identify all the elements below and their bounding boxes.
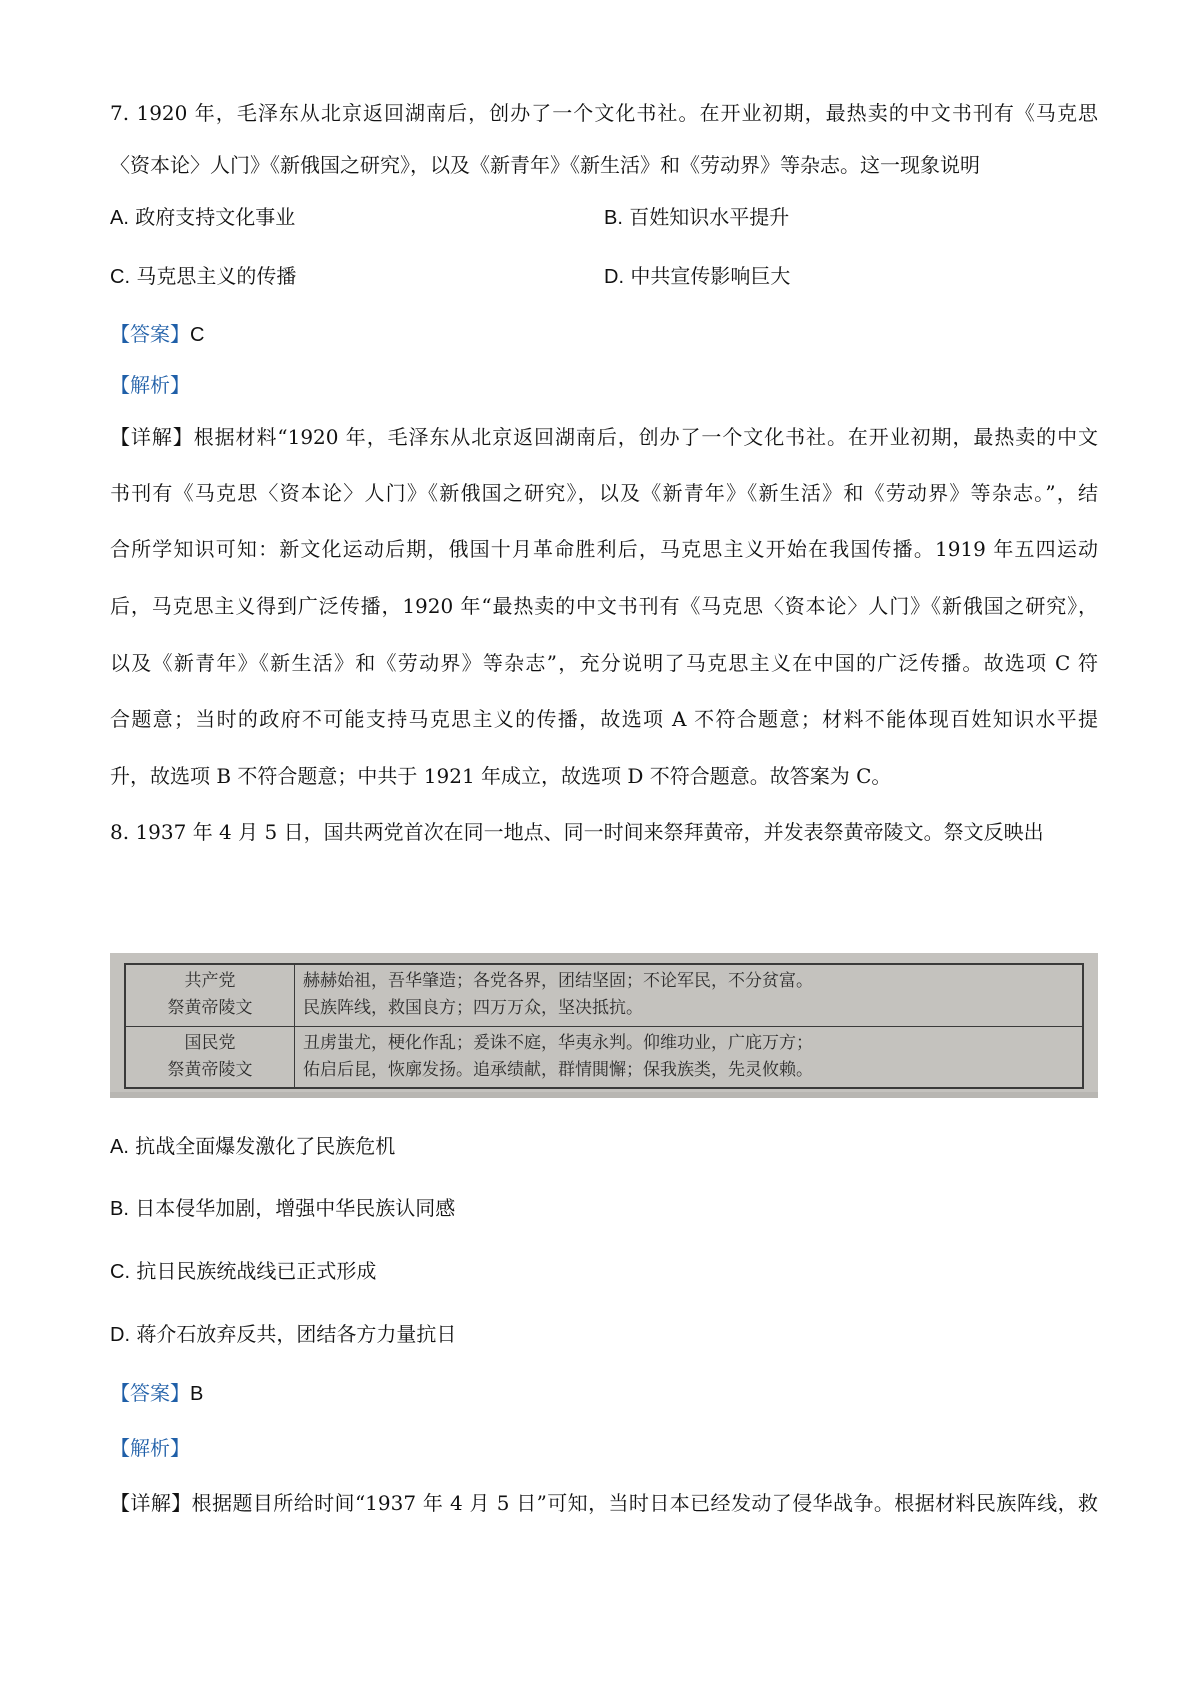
table-head-line1: 国民党 [184, 1032, 236, 1053]
q7-detail-line5: 以及《新青年》《新生活》和《劳动界》等杂志”，充分说明了马克思主义在中国的广泛传播。故选项 C 符 [110, 651, 1098, 675]
q8-option-a [110, 1132, 395, 1161]
q8-option-d-text: 蒋介石放弃反共，团结各方力量抗日 [136, 1322, 457, 1346]
q8-option-c-text: 抗日民族统战线已正式形成 [136, 1259, 377, 1283]
q7-detail-line4: 后，马克思主义得到广泛传播，1920 年“最热卖的中文书刊有《马克思〈资本论〉人门》《新俄国之研究》， [110, 594, 1098, 618]
q7-option-a [110, 203, 295, 232]
table-head-cell [125, 964, 295, 1026]
q7-answer-value: C [190, 324, 205, 346]
q8-material-table-image [110, 953, 1098, 1098]
table-body-cell [295, 1026, 1084, 1088]
q7-option-b-text: 百姓知识水平提升 [629, 205, 790, 229]
q7-detail-line2: 书刊有《马克思〈资本论〉人门》《新俄国之研究》，以及《新青年》《新生活》和《劳动界》等杂志。”，结 [110, 481, 1098, 505]
q7-option-a-text: 政府支持文化事业 [135, 205, 296, 229]
table-body-line2: 民族阵线，救国良方；四万万众，坚决抵抗。 [303, 998, 643, 1019]
table-head-cell [125, 1026, 295, 1088]
q7-option-c [110, 262, 296, 291]
q8-option-b-text: 日本侵华加剧，增强中华民族认同感 [135, 1196, 456, 1220]
q7-option-d [604, 262, 790, 291]
q7-option-c-text: 马克思主义的传播 [136, 264, 297, 288]
q7-option-b [604, 203, 789, 232]
table-body-cell [295, 964, 1084, 1026]
q7-detail-line7: 升，故选项 B 不符合题意；中共于 1921 年成立，故选项 D 不符合题意。故答案为 C。 [110, 764, 892, 788]
table-row [125, 1026, 1083, 1088]
q7-option-b-letter: B. [604, 207, 623, 229]
table-body-line1: 丑虏蚩尤，梗化作乱；爰诛不庭，华夷永判。仰维功业，广庇万方； [303, 1032, 813, 1053]
q8-option-d-letter: D. [110, 1324, 130, 1346]
q7-answer [110, 320, 204, 349]
table-row [125, 964, 1083, 1026]
q7-analysis-tag: 【解析】 [110, 373, 190, 397]
q8-answer-tag: 【答案】 [110, 1381, 190, 1405]
q8-stem: 8. 1937 年 4 月 5 日，国共两党首次在同一地点、同一时间来祭拜黄帝，并发表祭黄帝陵文。祭文反映出 [110, 820, 1044, 844]
photo-bottom-edge [110, 1092, 1098, 1098]
q7-stem-line2: 〈资本论〉人门》《新俄国之研究》，以及《新青年》《新生活》和《劳动界》等杂志。这一现象说明 [110, 153, 980, 177]
q8-option-c-letter: C. [110, 1261, 130, 1283]
q8-option-c [110, 1257, 376, 1286]
q7-detail-line1 [110, 423, 1098, 451]
table-body-line1: 赫赫始祖，吾华肇造；各党各界，团结坚固；不论军民，不分贫富。 [303, 971, 813, 992]
table-head-line1: 共产党 [184, 971, 236, 992]
q7-detail-line6: 合题意；当时的政府不可能支持马克思主义的传播，故选项 A 不符合题意；材料不能体现百姓知识水平提 [110, 707, 1098, 731]
q7-stem-line1: 7. 1920 年，毛泽东从北京返回湖南后，创办了一个文化书社。在开业初期，最热卖的中文书刊有《马克思 [110, 101, 1098, 125]
q7-detail-tag: 【详解】 [110, 425, 194, 449]
table-head-line2: 祭黄帝陵文 [167, 998, 253, 1019]
q8-option-b-letter: B. [110, 1198, 129, 1220]
q8-material-table [124, 963, 1084, 1089]
table-body-line2: 佑启后昆，恢廓发扬。追承绩献，群情閧懈；保我族类，先灵攸赖。 [303, 1059, 813, 1080]
q8-option-a-text: 抗战全面爆发激化了民族危机 [135, 1134, 396, 1158]
q7-option-d-text: 中共宣传影响巨大 [630, 264, 791, 288]
q8-detail-text1: 根据题目所给时间“1937 年 4 月 5 日”可知，当时日本已经发动了侵华战争。根据材料民族阵线，救 [191, 1491, 1098, 1515]
q8-option-d [110, 1320, 456, 1349]
q7-option-a-letter: A. [110, 207, 129, 229]
q8-detail-tag: 【详解】 [110, 1491, 192, 1515]
q7-detail-text1: 根据材料“1920 年，毛泽东从北京返回湖南后，创办了一个文化书社。在开业初期，最热卖的中文 [193, 425, 1098, 449]
q8-analysis-tag: 【解析】 [110, 1436, 190, 1460]
table-head-line2: 祭黄帝陵文 [167, 1059, 253, 1080]
q8-answer [110, 1379, 203, 1408]
q8-option-a-letter: A. [110, 1136, 129, 1158]
q8-option-b [110, 1194, 455, 1223]
q7-answer-tag: 【答案】 [110, 322, 190, 346]
q8-answer-value: B [190, 1383, 204, 1405]
q7-detail-line3: 合所学知识可知：新文化运动后期，俄国十月革命胜利后，马克思主义开始在我国传播。1919 年五四运动 [110, 537, 1098, 561]
q8-detail-line1 [110, 1489, 1098, 1517]
q7-option-d-letter: D. [604, 266, 624, 288]
q7-option-c-letter: C. [110, 266, 130, 288]
